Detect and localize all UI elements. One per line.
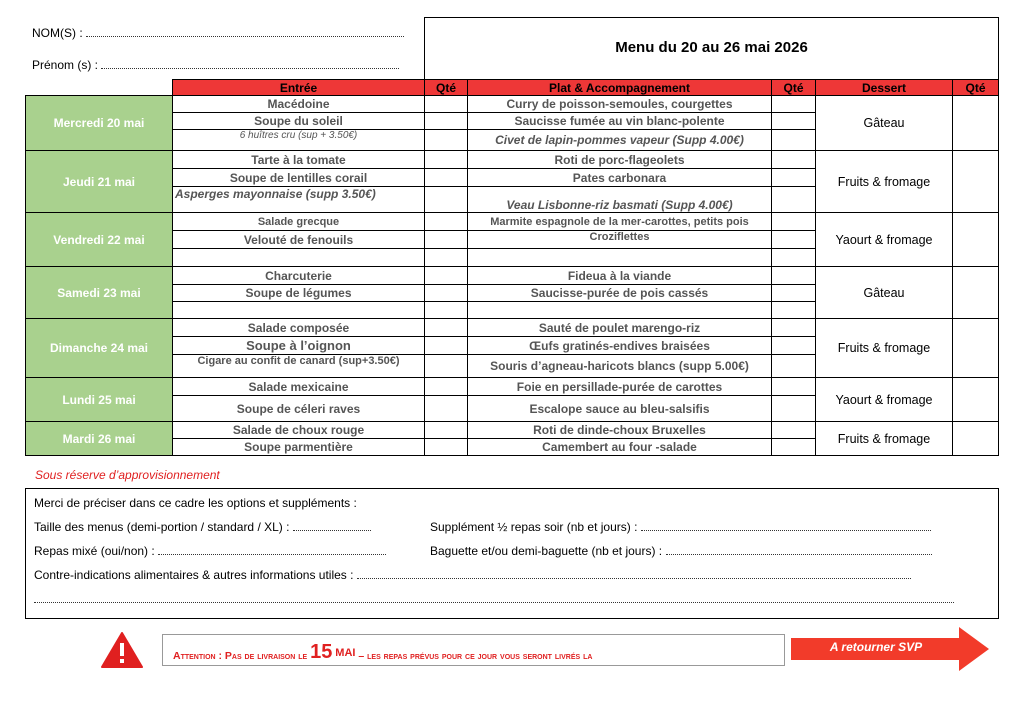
firstname-dotted-line[interactable] (101, 59, 399, 69)
qty-input[interactable] (425, 302, 468, 319)
menu-size-field[interactable] (34, 520, 371, 534)
qty-input[interactable] (772, 213, 816, 231)
qty-input[interactable] (772, 396, 816, 422)
entree-cell: Asperges mayonnaise (supp 3.50€) (173, 187, 425, 213)
table-row (26, 319, 999, 337)
qty-input[interactable] (425, 337, 468, 355)
entree-cell: Velouté de fenouils (173, 231, 425, 249)
dessert-cell: Gâteau (816, 96, 953, 151)
qty-input[interactable] (953, 267, 999, 319)
plat-cell (468, 249, 772, 267)
qty-input[interactable] (772, 231, 816, 249)
qty-input[interactable] (425, 231, 468, 249)
day-cell-vendredi: Vendredi 22 mai (26, 213, 173, 267)
plat-cell: Camembert au four -salade (468, 439, 772, 456)
qty-input[interactable] (425, 285, 468, 302)
extra-info-field[interactable] (34, 592, 954, 606)
qty-input[interactable] (772, 355, 816, 378)
contraindications-label: Contre-indications alimentaires & autres informations utiles : (34, 568, 354, 582)
qty-input[interactable] (425, 439, 468, 456)
qty-input[interactable] (953, 422, 999, 456)
mixed-meal-dotted-line[interactable] (158, 546, 386, 555)
return-label: A retourner SVP (829, 640, 923, 654)
attention-day: 15 (310, 641, 333, 663)
qty-input[interactable] (772, 96, 816, 113)
qty-input[interactable] (425, 151, 468, 169)
plat-cell: Sauté de poulet marengo-riz (468, 319, 772, 337)
qty-input[interactable] (425, 378, 468, 396)
qty-input[interactable] (772, 285, 816, 302)
header-plat: Plat & Accompagnement (468, 80, 772, 96)
firstname-field[interactable] (32, 58, 399, 72)
dessert-cell: Fruits & fromage (816, 319, 953, 378)
menu-title: Menu du 20 au 26 mai 2026 (615, 39, 808, 56)
contraindications-dotted-line[interactable] (357, 570, 911, 579)
qty-input[interactable] (772, 422, 816, 439)
entree-cell: Soupe de lentilles corail (173, 169, 425, 187)
extra-info-dotted-line[interactable] (34, 594, 954, 603)
entree-cell: Cigare au confit de canard (sup+3.50€) (173, 355, 425, 378)
menu-size-dotted-line[interactable] (293, 522, 371, 531)
plat-cell: Curry de poisson-semoules, courgettes (468, 96, 772, 113)
qty-input[interactable] (425, 113, 468, 130)
supply-disclaimer: Sous réserve d’approvisionnement (35, 468, 220, 482)
menu-header-row (26, 80, 999, 96)
qty-input[interactable] (425, 249, 468, 267)
attention-text-end: – les repas prévus pour ce jour vous seront livrés la (358, 650, 593, 662)
day-cell-dimanche: Dimanche 24 mai (26, 319, 173, 378)
half-meal-field[interactable] (430, 520, 931, 534)
contraindications-field[interactable] (34, 568, 911, 582)
qty-input[interactable] (953, 213, 999, 267)
header-dessert: Dessert (816, 80, 953, 96)
plat-cell: Civet de lapin-pommes vapeur (Supp 4.00€) (468, 130, 772, 151)
day-cell-lundi: Lundi 25 mai (26, 378, 173, 422)
baguette-dotted-line[interactable] (666, 546, 932, 555)
name-field[interactable] (32, 26, 404, 40)
qty-input[interactable] (772, 130, 816, 151)
header-qty-plat: Qté (772, 80, 816, 96)
plat-cell: Saucisse-purée de pois cassés (468, 285, 772, 302)
qty-input[interactable] (425, 96, 468, 113)
plat-cell: Foie en persillade-purée de carottes (468, 378, 772, 396)
table-row (26, 96, 999, 113)
plat-cell (468, 302, 772, 319)
qty-input[interactable] (772, 187, 816, 213)
entree-cell: Salade de choux rouge (173, 422, 425, 439)
qty-input[interactable] (772, 319, 816, 337)
qty-input[interactable] (772, 439, 816, 456)
entree-cell (173, 302, 425, 319)
header-entree: Entrée (173, 80, 425, 96)
table-row (26, 378, 999, 396)
attention-banner (162, 634, 785, 666)
attention-month: mai (335, 643, 356, 660)
dessert-cell: Yaourt & fromage (816, 213, 953, 267)
entree-cell: Salade mexicaine (173, 378, 425, 396)
name-label: NOM(S) : (32, 26, 83, 40)
qty-input[interactable] (425, 319, 468, 337)
entree-cell: Soupe de légumes (173, 285, 425, 302)
qty-input[interactable] (772, 249, 816, 267)
table-row (26, 422, 999, 439)
qty-input[interactable] (425, 187, 468, 213)
day-cell-jeudi: Jeudi 21 mai (26, 151, 173, 213)
day-cell-samedi: Samedi 23 mai (26, 267, 173, 319)
entree-cell: Salade grecque (173, 213, 425, 231)
baguette-field[interactable] (430, 544, 932, 558)
table-row (26, 267, 999, 285)
options-box (25, 488, 999, 619)
warning-icon (101, 631, 143, 669)
attention-text-start: Attention : Pas de livraison le (173, 650, 308, 662)
mixed-meal-field[interactable] (34, 544, 386, 558)
qty-input[interactable] (425, 422, 468, 439)
qty-input[interactable] (772, 302, 816, 319)
options-intro: Merci de préciser dans ce cadre les options et suppléments : (34, 496, 357, 510)
qty-input[interactable] (425, 169, 468, 187)
menu-title-box (424, 17, 999, 79)
day-cell-mercredi: Mercredi 20 mai (26, 96, 173, 151)
qty-input[interactable] (425, 355, 468, 378)
dessert-cell: Yaourt & fromage (816, 378, 953, 422)
entree-cell: Soupe du soleil (173, 113, 425, 130)
qty-input[interactable] (953, 96, 999, 151)
plat-cell: Marmite espagnole de la mer-carottes, petits pois (468, 213, 772, 231)
qty-input[interactable] (953, 378, 999, 422)
baguette-label: Baguette et/ou demi-baguette (nb et jours) : (430, 544, 663, 558)
plat-cell: Escalope sauce au bleu-salsifis (468, 396, 772, 422)
menu-table (25, 79, 999, 456)
qty-input[interactable] (772, 337, 816, 355)
qty-input[interactable] (425, 396, 468, 422)
name-dotted-line[interactable] (86, 27, 404, 37)
qty-input[interactable] (772, 151, 816, 169)
qty-input[interactable] (953, 151, 999, 213)
dessert-cell: Gâteau (816, 267, 953, 319)
qty-input[interactable] (772, 378, 816, 396)
entree-cell: Soupe parmentière (173, 439, 425, 456)
dessert-cell: Fruits & fromage (816, 422, 953, 456)
dessert-cell: Fruits & fromage (816, 151, 953, 213)
qty-input[interactable] (772, 169, 816, 187)
menu-size-label: Taille des menus (demi-portion / standard / XL) : (34, 520, 290, 534)
plat-cell: Veau Lisbonne-riz basmati (Supp 4.00€) (468, 187, 772, 213)
half-meal-label: Supplément ½ repas soir (nb et jours) : (430, 520, 638, 534)
plat-cell: Roti de dinde-choux Bruxelles (468, 422, 772, 439)
entree-cell: 6 huîtres cru (sup + 3.50€) (173, 130, 425, 151)
plat-cell: Roti de porc-flageolets (468, 151, 772, 169)
plat-cell: Pates carbonara (468, 169, 772, 187)
entree-cell: Charcuterie (173, 267, 425, 285)
half-meal-dotted-line[interactable] (641, 522, 931, 531)
entree-cell: Macédoine (173, 96, 425, 113)
entree-cell: Tarte à la tomate (173, 151, 425, 169)
header-qty-entree: Qté (425, 80, 468, 96)
firstname-label: Prénom (s) : (32, 58, 99, 72)
day-cell-mardi: Mardi 26 mai (26, 422, 173, 456)
entree-cell: Soupe à l’oignon (173, 337, 425, 355)
entree-cell (173, 249, 425, 267)
table-row (26, 151, 999, 169)
header-blank (26, 80, 173, 96)
table-row (26, 213, 999, 231)
plat-cell: Souris d’agneau-haricots blancs (supp 5.00€) (468, 355, 772, 378)
entree-cell: Soupe de céleri raves (173, 396, 425, 422)
header-qty-dessert: Qté (953, 80, 999, 96)
entree-cell: Salade composée (173, 319, 425, 337)
plat-cell: Croziflettes (468, 231, 772, 249)
qty-input[interactable] (425, 130, 468, 151)
qty-input[interactable] (425, 267, 468, 285)
qty-input[interactable] (772, 267, 816, 285)
mixed-meal-label: Repas mixé (oui/non) : (34, 544, 155, 558)
plat-cell: Saucisse fumée au vin blanc-polente (468, 113, 772, 130)
qty-input[interactable] (772, 113, 816, 130)
plat-cell: Œufs gratinés-endives braisées (468, 337, 772, 355)
plat-cell: Fideua à la viande (468, 267, 772, 285)
qty-input[interactable] (425, 213, 468, 231)
qty-input[interactable] (953, 319, 999, 378)
